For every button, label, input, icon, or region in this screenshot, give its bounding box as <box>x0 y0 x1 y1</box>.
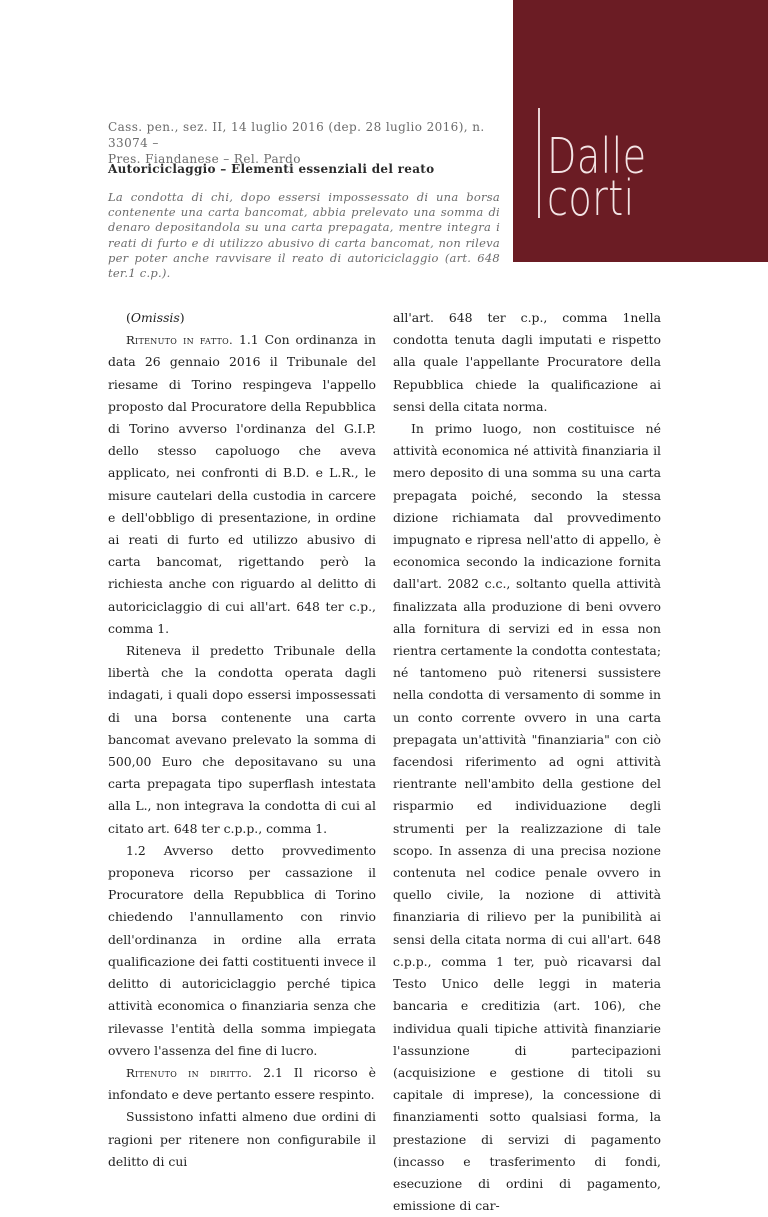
paragraph-fatto-2: Riteneva il predetto Tribunale della libertà che la condotta operata dagli indagati, i quali dopo essersi impossessati di una borsa contenente una carta bancomat avevano prelevato la somma di 500,00 Euro che depositavano su una carta prepagata tipo superflash intestata alla L., non integrava la condotta di cui al citato art. 648 ter c.p.p., comma 1. <box>108 643 376 836</box>
paragraph-fatto-3: 1.2 Avverso detto provvedimento proponeva ricorso per cassazione il Procuratore della Repubblica di Torino chiedendo l'annullamento con rinvio dell'ordinanza in ordine alla errata qualificazione dei fatti costituenti invece il delitto di autoriciclaggio perché tipica attività economica o finanziaria senza che rilevasse l'entità della somma impiegata ovvero l'assenza del fine di lucro. <box>108 842 376 1058</box>
paragraph-right-2: In primo luogo, non costituisce né attività economica né attività finanziaria il mero deposito di una somma su una carta prepagata poiché, secondo la stessa dizione richiamata dal provvedimento impugnato e ripresa nell'atto di appello, è economica secondo la indicazione fornita dall'art. 2082 c.c., soltanto quella attività finalizzata alla produzione di beni ovvero alla fornitura di servizi ed in essa non rientra certamente la condotta contestata; né tantomeno può ritenersi sussistere nella condotta di versamento di somme in un conto corrente ovvero in una carta prepagata un'attività "finanziaria" con ciò facendosi riferimento ad ogni attività rientrante nell'ambito della gestione del risparmio ed individuazione degli strumenti per la realizzazione di tale scopo. In assenza di una precisa nozione contenuta nel codice penale ovvero in quello civile, la nozione di attività finanziaria di rilievo per la punibilità ai sensi della citata norma di cui all'art. 648 c.p.p., comma 1 ter, può ricavarsi dal Testo Unico delle leggi in materia bancaria e creditizia (art. 106), che individua quali tipiche attività finanziarie l'assunzione di partecipazioni (acquisizione e gestione di titoli su capitale di imprese), la concessione di finanziamenti sotto qualsiasi forma, la prestazione di servizi di pagamento (incasso e trasferimento di fondi, esecuzione di ordini di pagamento, emissione di car- <box>393 421 661 1214</box>
paragraph-diritto-1: Ritenuto in diritto. 2.1 Il ricorso è infondato e deve pertanto essere respinto. <box>108 1064 376 1103</box>
fatto-label: Ritenuto in fatto. <box>126 333 233 348</box>
body-column-left <box>108 307 376 1173</box>
omissis-word: Omissis <box>130 310 180 325</box>
paragraph-diritto-2: Sussistono infatti almeno due ordini di ragioni per ritenere non configurabile il delitto di cui <box>108 1109 376 1169</box>
omissis-line: (Omissis) <box>126 310 185 325</box>
citation-line1: Cass. pen., sez. II, 14 luglio 2016 (dep. 28 luglio 2016), n. 33074 – <box>108 120 485 150</box>
banner-title-line1: Dalle <box>547 128 647 185</box>
banner-divider <box>538 108 540 218</box>
paragraph-fatto-1: Ritenuto in fatto. 1.1 Con ordinanza in data 26 gennaio 2016 il Tribunale del riesame di Torino respingeva l'appello proposto dal Procuratore della Repubblica di Torino avverso l'ordinanza del G.I.P. dello stesso capoluogo che aveva applicato, nei confronti di B.D. e L.R., le misure cautelari della custodia in carcere e dell'obbligo di presentazione, in ordine ai reati di furto ed utilizzo abusivo di carta bancomat, rigettando però la richiesta anche con riguardo al delitto di autoriciclaggio di cui all'art. 648 ter c.p., comma 1. <box>108 332 376 636</box>
paragraph-right-1: all'art. 648 ter c.p., comma 1nella condotta tenuta dagli imputati e rispetto alla quale l'appellante Procuratore della Repubblica chiede la qualificazione ai sensi della citata norma. <box>393 310 661 414</box>
case-heading: Autoriciclaggio – Elementi essenziali del reato <box>108 162 435 176</box>
case-summary: La condotta di chi, dopo essersi impossessato di una borsa contenente una carta bancomat, abbia prelevato una somma di denaro depositandola su una carta prepagata, mentre integra i reati di furto e di utilizzo abusivo di carta bancomat, non rileva per poter anche ravvisare il reato di autoriciclaggio (art. 648 ter.1 c.p.). <box>108 190 500 281</box>
body-column-right <box>393 307 661 1217</box>
citation-line2: Pres. Fiandanese – Rel. Pardo <box>108 152 301 166</box>
banner-title-line2: corti <box>547 170 635 227</box>
section-banner <box>513 0 768 262</box>
diritto-label: Ritenuto in diritto. <box>126 1065 253 1080</box>
case-citation <box>108 119 500 167</box>
